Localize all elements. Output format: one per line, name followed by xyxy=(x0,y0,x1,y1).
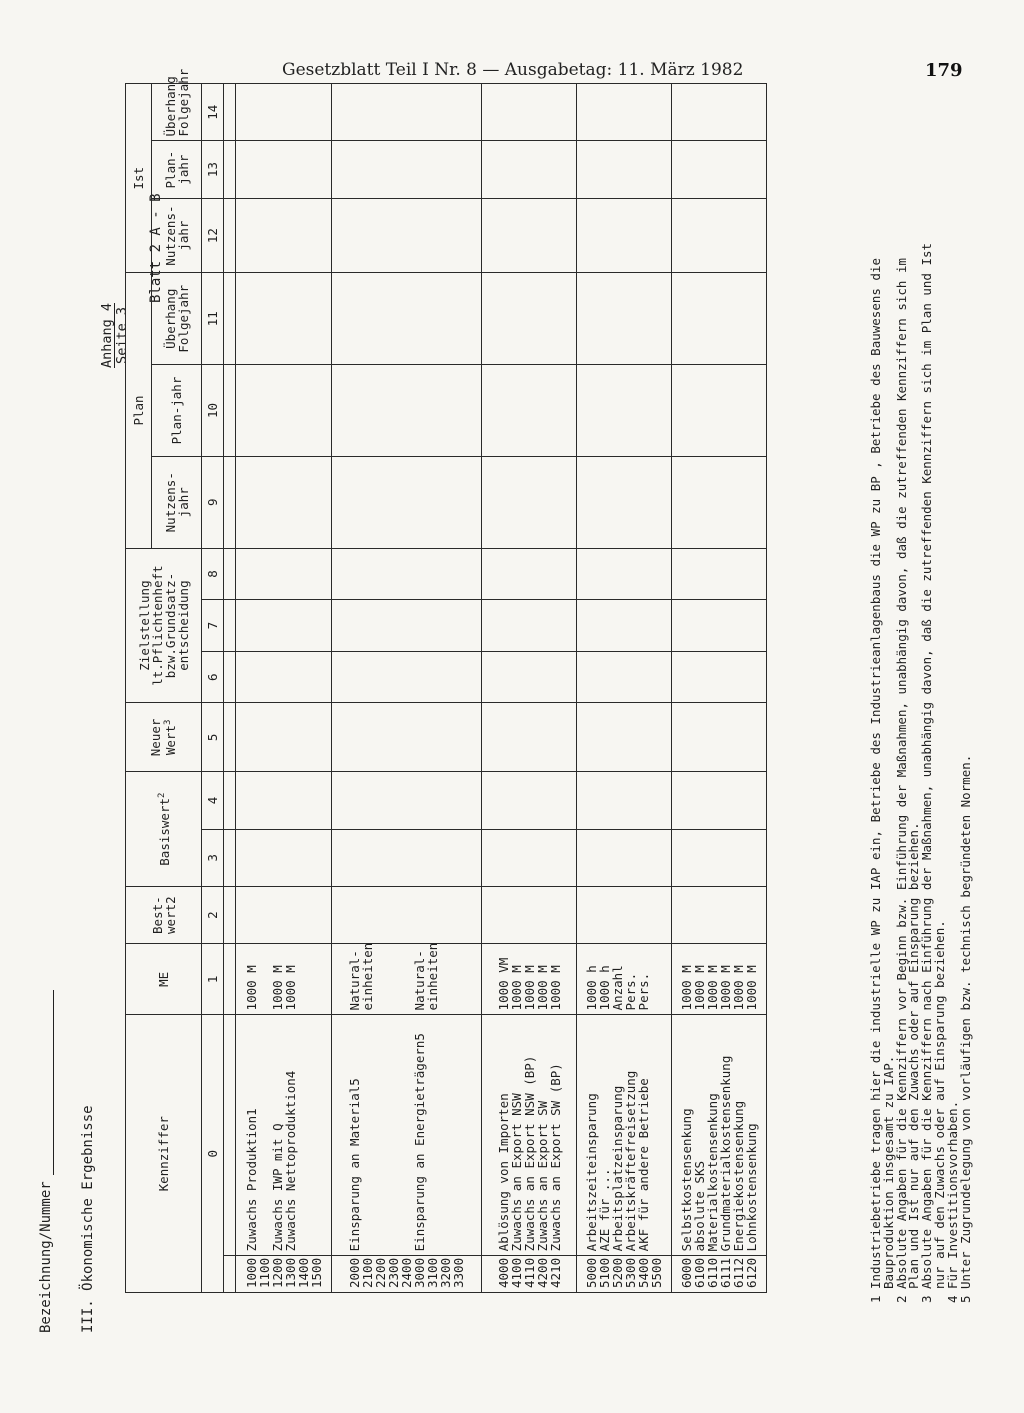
table-row: 6100 xyxy=(692,1257,707,1288)
table-row: Zuwachs Nettoproduktion4 xyxy=(282,1070,298,1252)
table-row: 3300 xyxy=(451,1257,466,1288)
header-neuer-wert: Neuer Wert$^3$ xyxy=(126,703,202,772)
table-row xyxy=(361,1019,374,1251)
table-row: 4100 xyxy=(508,1257,524,1288)
table-row xyxy=(387,1019,400,1251)
value-cell[interactable] xyxy=(332,84,482,141)
value-cell[interactable] xyxy=(672,548,767,600)
table-row: 1000 M xyxy=(282,965,298,1011)
table-row: Einsparung an Energieträgern5 xyxy=(412,1033,427,1252)
value-cell[interactable] xyxy=(332,651,482,703)
table-row: 1000 M xyxy=(521,965,537,1011)
table-row: Lohnkostensenkung xyxy=(744,1123,759,1252)
table-block xyxy=(577,84,672,1293)
footnote-text: Plan und Ist nur auf den Zuwachs oder auf Einsparung beziehen. xyxy=(906,822,922,1289)
table-row: Natural- xyxy=(412,950,427,1011)
table-row: Energiekostensenkung xyxy=(731,1100,746,1252)
value-cell[interactable] xyxy=(577,273,672,365)
table-row: Zuwachs IWP mit Q xyxy=(269,1123,285,1252)
value-cell[interactable] xyxy=(577,365,672,457)
value-cell[interactable] xyxy=(577,548,672,600)
value-cell[interactable] xyxy=(577,703,672,772)
value-cell[interactable] xyxy=(482,829,577,886)
table-row: Grundmaterialkostensenkung xyxy=(718,1055,733,1252)
table-row: 1000 M xyxy=(243,965,259,1011)
table-row: Pers. xyxy=(623,972,638,1011)
value-cell[interactable] xyxy=(332,886,482,943)
sheet-label: Blatt 2 A - B xyxy=(148,193,164,303)
value-cell[interactable] xyxy=(577,84,672,141)
col-number: 6 xyxy=(202,651,224,703)
col-number: 10 xyxy=(202,365,224,457)
labels-cell xyxy=(577,1015,672,1256)
value-cell[interactable] xyxy=(332,456,482,548)
table-row: einheiten xyxy=(360,942,375,1011)
value-cell[interactable] xyxy=(482,651,577,703)
table-row: 1000 M xyxy=(269,965,285,1011)
header-ist-planjahr: Plan-jahr xyxy=(152,141,202,198)
value-cell[interactable] xyxy=(672,772,767,829)
col-number: 9 xyxy=(202,456,224,548)
units-cell xyxy=(672,944,767,1015)
footnote-number: 2 xyxy=(893,1295,909,1303)
table-row xyxy=(310,1019,323,1251)
table-row: 6000 xyxy=(679,1257,694,1288)
footnote-number: 1 xyxy=(868,1295,883,1303)
codes-cell xyxy=(482,1256,577,1293)
value-cell[interactable] xyxy=(672,141,767,198)
table-row: 5400 xyxy=(636,1257,651,1288)
header-basiswert: Basiswert$^2$ xyxy=(126,772,202,887)
table-row: 5300 xyxy=(623,1257,638,1288)
footnotes xyxy=(870,243,972,1303)
table-row: Materialkostensenkung xyxy=(705,1093,720,1252)
running-head: Gesetzblatt Teil I Nr. 8 — Ausgabetag: 11. März 1982 xyxy=(282,60,744,80)
table-row: 1000 xyxy=(243,1257,259,1288)
footnote-number: 5 xyxy=(957,1295,973,1303)
table-row: 1200 xyxy=(269,1257,285,1288)
value-cell[interactable] xyxy=(236,198,332,273)
header-plan-ueberhang: Überhang Folgejahr xyxy=(152,273,202,365)
table-row: 6111 xyxy=(718,1257,733,1288)
table-row: 2200 xyxy=(373,1257,388,1288)
labels-cell xyxy=(672,1015,767,1256)
units-cell xyxy=(236,944,332,1015)
table-row: Zuwachs an Export SW (BP) xyxy=(547,1063,563,1252)
column-number-row xyxy=(202,84,224,1293)
value-cell[interactable] xyxy=(332,198,482,273)
col-number: 8 xyxy=(202,548,224,600)
table-row: 6120 xyxy=(744,1257,759,1288)
header-plan-nutzensjahr: Nutzens-jahr xyxy=(152,456,202,548)
value-cell[interactable] xyxy=(672,365,767,457)
value-cell[interactable] xyxy=(482,365,577,457)
value-cell[interactable] xyxy=(672,84,767,141)
footnote-number: 3 xyxy=(919,1295,935,1303)
table-row: 1000 h xyxy=(584,965,599,1011)
units-cell xyxy=(577,944,672,1015)
table-row: 4200 xyxy=(534,1257,550,1288)
value-cell[interactable] xyxy=(577,141,672,198)
value-cell[interactable] xyxy=(332,365,482,457)
table-row xyxy=(374,1019,387,1251)
table-row xyxy=(439,1019,452,1251)
page-number: 179 xyxy=(925,60,963,81)
table-row: AZE für ... xyxy=(597,1168,612,1252)
value-cell[interactable] xyxy=(236,141,332,198)
table-block xyxy=(672,84,767,1293)
value-cell[interactable] xyxy=(482,548,577,600)
value-cell[interactable] xyxy=(482,886,577,943)
table-row: einheiten xyxy=(425,942,440,1011)
table-row: Natural- xyxy=(347,950,362,1011)
table-row: 1300 xyxy=(282,1257,298,1288)
table-block xyxy=(332,84,482,1293)
table-row: 1000 M xyxy=(692,965,707,1011)
designation-line xyxy=(53,990,54,1175)
footnote-text: nur auf den Zuwachs oder auf Einsparung beziehen. xyxy=(931,920,947,1289)
table-row: Einsparung an Material5 xyxy=(347,1078,362,1252)
table-row: Ablösung von Importen xyxy=(495,1093,511,1252)
table-row: 5500 xyxy=(649,1257,664,1288)
table-row: absolute SKS xyxy=(692,1161,707,1252)
col-number: 0 xyxy=(202,1015,224,1293)
value-cell[interactable] xyxy=(577,829,672,886)
table-row: AKF für andere Betriebe xyxy=(636,1078,651,1252)
table-row: Arbeitskräftefreisetzung xyxy=(623,1070,638,1252)
col-number: 5 xyxy=(202,703,224,772)
value-cell[interactable] xyxy=(332,141,482,198)
col-number: 14 xyxy=(202,84,224,141)
value-cell[interactable] xyxy=(577,198,672,273)
annex-line-1: Anhang 4 xyxy=(99,302,115,368)
value-cell[interactable] xyxy=(236,886,332,943)
table-row: Zuwachs an Export NSW xyxy=(508,1093,524,1252)
value-cell[interactable] xyxy=(577,651,672,703)
table-row: 3000 xyxy=(412,1257,427,1288)
table-row: 1000 M xyxy=(508,965,524,1011)
table-row: 5000 xyxy=(584,1257,599,1288)
table-row: 1000 M xyxy=(679,965,694,1011)
value-cell[interactable] xyxy=(332,600,482,652)
annex-line-2: Seite 3 xyxy=(114,307,130,364)
table-row: Zuwachs an Export SW xyxy=(534,1100,550,1252)
value-cell[interactable] xyxy=(577,772,672,829)
table-row xyxy=(426,1019,439,1251)
units-cell xyxy=(332,944,482,1015)
footnote-text: Absolute Angaben für die Kennziffern vor Beginn bzw. Einführung der Maßnahmen, unabhängig davon, daß die zutreffenden Kennziffern sich im xyxy=(893,257,909,1289)
value-cell[interactable] xyxy=(577,886,672,943)
value-cell[interactable] xyxy=(672,651,767,703)
value-cell[interactable] xyxy=(672,198,767,273)
table-row: 1000 M xyxy=(744,965,759,1011)
table-row: 2100 xyxy=(360,1257,375,1288)
value-cell[interactable] xyxy=(577,456,672,548)
col-number: 1 xyxy=(202,944,224,1015)
header-me: ME xyxy=(126,944,202,1015)
table-row: 4000 xyxy=(495,1257,511,1288)
col-number: 3 xyxy=(202,829,224,886)
header-bestwert: Best-wert2 xyxy=(126,886,202,943)
header-plan-planjahr: Plan-jahr xyxy=(152,365,202,457)
header-ist-ueberhang: Überhang Folgejahr xyxy=(152,84,202,141)
value-cell[interactable] xyxy=(482,703,577,772)
table-row: 3200 xyxy=(438,1257,453,1288)
col-number: 2 xyxy=(202,886,224,943)
table-block xyxy=(236,84,332,1293)
table-row: Zuwachs an Export NSW (BP) xyxy=(521,1055,537,1252)
header-ist-nutzensjahr: Nutzens-jahr xyxy=(152,198,202,273)
footnote-text: Industriebetriebe tragen hier die industrielle WP zu IAP ein, Betriebe des Industrieanlagenbaus die WP zu BP , Betriebe des Bauwesens die xyxy=(868,257,883,1289)
table-row: 2300 xyxy=(386,1257,401,1288)
table-row: 1000 M xyxy=(705,965,720,1011)
table-row xyxy=(452,1019,465,1251)
table-row xyxy=(258,948,271,1010)
table-row: Selbstkostensenkung xyxy=(679,1108,694,1252)
footnote-text: Unter Zugrundelegung von vorläufigen bzw. technisch begründeten Normen. xyxy=(957,754,973,1289)
table-row xyxy=(297,1019,310,1251)
value-cell[interactable] xyxy=(332,273,482,365)
value-cell[interactable] xyxy=(577,600,672,652)
table-row: 1000 M xyxy=(534,965,550,1011)
value-cell[interactable] xyxy=(672,600,767,652)
designation-field xyxy=(38,990,54,1333)
table-row: 1000 h xyxy=(597,965,612,1011)
value-cell[interactable] xyxy=(236,600,332,652)
header-ist: Ist xyxy=(126,84,152,273)
table-row: Pers. xyxy=(636,972,651,1011)
footnote-text: Für Investitionsvorhaben. xyxy=(944,1100,960,1289)
value-cell[interactable] xyxy=(482,456,577,548)
table-row: 4210 xyxy=(547,1257,563,1288)
value-cell[interactable] xyxy=(482,198,577,273)
labels-cell xyxy=(482,1015,577,1256)
value-cell[interactable] xyxy=(236,651,332,703)
codes-cell xyxy=(236,1256,332,1293)
table-row: 1500 xyxy=(308,1257,324,1288)
table-row xyxy=(258,1019,271,1251)
table-row: Zuwachs Produktion1 xyxy=(243,1108,259,1252)
footnote-number: 4 xyxy=(944,1295,960,1303)
table-row: Anzahl xyxy=(610,965,625,1011)
codes-cell xyxy=(332,1256,482,1293)
table-row: 1100 xyxy=(256,1257,272,1288)
table-row: 4110 xyxy=(521,1257,537,1288)
col-number: 13 xyxy=(202,141,224,198)
value-cell[interactable] xyxy=(482,141,577,198)
value-cell[interactable] xyxy=(482,84,577,141)
value-cell[interactable] xyxy=(672,273,767,365)
units-cell xyxy=(482,944,577,1015)
section-title: III. Ökonomische Ergebnisse xyxy=(80,1105,96,1333)
table-row: 1000 VM xyxy=(495,957,511,1011)
value-cell[interactable] xyxy=(236,84,332,141)
table-block xyxy=(482,84,577,1293)
table-row xyxy=(650,948,663,1010)
header-plan: Plan xyxy=(126,273,152,548)
table-row: 5100 xyxy=(597,1257,612,1288)
value-cell[interactable] xyxy=(236,829,332,886)
labels-cell xyxy=(332,1015,482,1256)
value-cell[interactable] xyxy=(236,456,332,548)
value-cell[interactable] xyxy=(332,548,482,600)
value-cell[interactable] xyxy=(332,829,482,886)
value-cell[interactable] xyxy=(482,772,577,829)
col-number: 4 xyxy=(202,772,224,829)
table-row: Arbeitszeiteinsparung xyxy=(584,1093,599,1252)
table-row: 5200 xyxy=(610,1257,625,1288)
header-zielstellung: Zielstellung lt.Pflichtenheft bzw.Grundsatz-entscheidung xyxy=(126,548,202,703)
table-row xyxy=(650,1019,663,1251)
table-row: Arbeitsplatzeinsparung xyxy=(610,1085,625,1252)
codes-cell xyxy=(577,1256,672,1293)
table-row: 1000 M xyxy=(731,965,746,1011)
table-row: 2400 xyxy=(399,1257,414,1288)
value-cell[interactable] xyxy=(236,703,332,772)
value-cell[interactable] xyxy=(672,456,767,548)
value-cell[interactable] xyxy=(332,772,482,829)
table-row xyxy=(297,948,310,1010)
table-row xyxy=(387,948,400,1010)
value-cell[interactable] xyxy=(236,548,332,600)
footnote-text: Bauproduktion insgesamt zu IAP. xyxy=(880,1055,896,1289)
designation-label: Bezeichnung/Nummer xyxy=(38,1181,54,1333)
value-cell[interactable] xyxy=(236,273,332,365)
table-row: 6112 xyxy=(731,1257,746,1288)
table-row: 2000 xyxy=(347,1257,362,1288)
value-cell[interactable] xyxy=(672,886,767,943)
col-number: 11 xyxy=(202,273,224,365)
value-cell[interactable] xyxy=(482,273,577,365)
table-row: 1000 M xyxy=(718,965,733,1011)
value-cell[interactable] xyxy=(332,703,482,772)
table-row: 1000 M xyxy=(547,965,563,1011)
col-number: 12 xyxy=(202,198,224,273)
value-cell[interactable] xyxy=(672,829,767,886)
table-row: 3100 xyxy=(425,1257,440,1288)
table-row xyxy=(374,948,387,1010)
table-row xyxy=(439,948,452,1010)
table-row xyxy=(452,948,465,1010)
table-row: 6110 xyxy=(705,1257,720,1288)
codes-cell xyxy=(672,1256,767,1293)
value-cell[interactable] xyxy=(482,600,577,652)
footnote-text: Absolute Angaben für die Kennziffern nach Einführung der Maßnahmen, unabhängig davon, daß die zutreffenden Kennziffern sich im Plan und Ist xyxy=(919,242,935,1289)
footnote-line xyxy=(957,243,973,1303)
col-number: 7 xyxy=(202,600,224,652)
table-row: 1400 xyxy=(295,1257,311,1288)
labels-cell xyxy=(236,1015,332,1256)
header-kennziffer: Kennziffer xyxy=(126,1015,202,1293)
value-cell[interactable] xyxy=(236,365,332,457)
table-row xyxy=(310,948,323,1010)
value-cell[interactable] xyxy=(672,703,767,772)
value-cell[interactable] xyxy=(236,772,332,829)
